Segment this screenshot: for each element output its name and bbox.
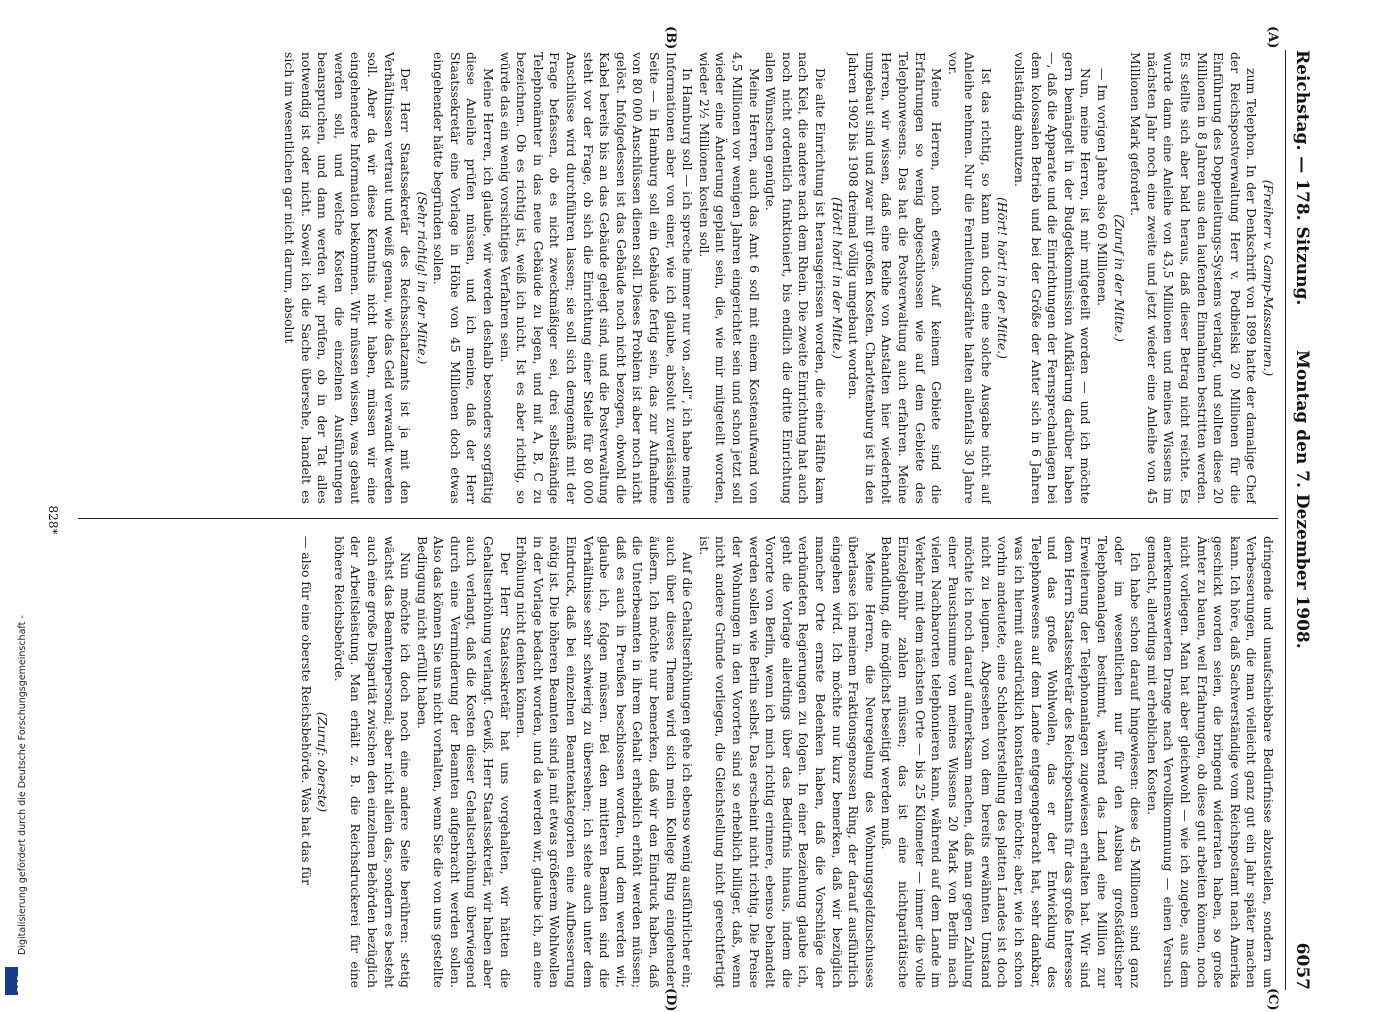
header-session: Reichstag. — 178. Sitzung.	[1292, 50, 1312, 306]
paragraph: Meine Herren, auch das Amt 6 soll mit einem Kostenaufwand von 4,5 Millionen vor wenigen Jahren eingerichtet sein und schon jetzt soll wieder eine Änderung geplant sein, die, wie mir mitgeteilt worden, wieder 2½ Millionen kosten soll.	[696, 52, 762, 504]
paragraph: dringende und unaufschiebbare Bedürfnisse abzustellen, sondern um Verbesserungen, die man vielleicht ganz gut ein Jahr später machen kann. Ich höre, daß Sachverständige vom Reichspostamt nach Amerika geschickt worden seien, die bringend widerraten haben, so große Ämter zu bauen, weil Erfahrungen, ob diese gut arbeiten können, noch nicht vorliegen. Man hat aber gleichwohl — wie ich zugebe, aus dem anerkennenswerten Drange nach Vervollkommnung — einen Versuch gemacht, allerdings mit erheblichen Kosten.	[1144, 536, 1276, 988]
interjection: (Hört! hört! in der Mitte.)	[995, 197, 1011, 359]
right-column	[76, 536, 1276, 988]
dfg-logo-text: DFG	[16, 975, 24, 992]
paragraph: Nun, meine Herren, ist mir mitgeteilt worden — und ich möchte gern bemängelt in der Budgetkommission Aufklärung darüber haben —, daß die Apparate und die Einrichtungen der Fernsprechanlagen bei dem kolossalen Betrieb und bei der Größe der Anter sich in 6 Jahren vollständig abnutzen.	[1012, 52, 1094, 504]
interjection: (Hört! hört! in der Mitte.)	[829, 197, 845, 359]
paragraph: — also für eine oberste Reichsbehörde. Was hat das für	[298, 536, 314, 886]
paragraph: Meine Herren, noch etwas. Auf keinem Gebiete sind die Erfahrungen so wenig abgeschlossen wie auf dem Gebiete des Telephonwesens. Das hat die Postverwaltung auch erfahren. Meine Herren, wir wissen, daß eine Reihe von Anstalten hier wiederholt umgebaut sind und zwar mit großen Kosten. Charlottenburg ist in den Jahren 1902 bis 1908 dreimal völlig umgebaut worden.	[846, 52, 945, 504]
footer-credit: Digitalisierung gefördert durch die Deutsche Forschungsgemeinschaft -	[17, 615, 28, 955]
paragraph: Nun möchte ich doch noch eine andere Seite berühren: stetig wächst das Beamtenpersonal; aber nicht allein das, sondern es besteht auch eine große Disparität zwischen den einzelnen Behörden bezüglich der Arbeitsleistung. Man erhält z. B. die Reichsdruckerei für eine höhere Reichsbehörde.	[331, 536, 414, 988]
dfg-logo	[5, 967, 24, 995]
document-page	[18, 26, 1318, 1012]
paragraph: Ich habe schon darauf hingewiesen: diese 45 Millionen sind ganz oder im wesentlichen nur für den Ausbau großstädtischer Telephonanlagen bestimmt, während das Land eine Million zur Erweiterung der Telephonanlagen zugewiesen erhalten hat. Wir sind dem Herrn Staatssekretär des Reichspostamts für das große Interesse und das große Wohlwollen, das er der Entwicklung des Telephonwesens auf dem Lande entgegengebracht hat, sehr dankbar, was ich hiermit ausdrücklich konstatieren möchte; aber, wie ich schon vorhin andeutete, eine Schlechterstellung des platten Landes ist doch nicht zu leugnen. Abgesehen von dem bereits erwähnten Umstand möchte ich noch darauf aufmerksam machen, daß man gegen Zahlung einer Pauschsumme von meines Wissens 20 Mark von Berlin nach vielen Nachbarorten telephonieren kann, während auf dem Lande im Verkehr mit dem nächsten Orte — bis 25 Kilometer — immer die volle Einzelgebühr zahlen müssen; das ist eine nichtparitätische Behandlung, die möglichst beseitigt werden muß.	[879, 536, 1144, 988]
column-divider	[78, 518, 1278, 519]
margin-marker-a: (A)	[1265, 26, 1280, 49]
paragraph: Der Herr Staatssekretär hat uns vorgehalten, wir hätten die Gehaltserhöhung verlangt. Gewiß, Herr Staatssekretär, wir haben aber auch verlangt, daß die Kosten dieser Gehaltserhöhung überwiegend durch eine Verminderung der Beamten aufgebracht werden sollen. Also das können Sie uns nicht vorhalten, wenn Sie die von uns gestellte Bedingung nicht erfüllt haben.	[414, 536, 513, 988]
paragraph: Die alte Einrichtung ist herausgerissen worden, die eine Hälfte kam nach Kiel, die andere nach dem Rhein. Die zweite Einrichtung hat auch noch nicht ordentlich funktioniert, bis endlich die dritte Einrichtung allen Wünschen genügte.	[763, 52, 828, 504]
paragraph: Meine Herren, ich glaube, wir werden deshalb besonders sorgfältig diese Anleihe prüfen müssen, und ich meine, daß der Herr Staatssekretär eine Vorlage in Höhe von 45 Millionen doch etwas eingehender hätte begründen sollen.	[431, 52, 497, 504]
paragraph: Auf die Gehaltserhöhungen gehe ich ebenso wenig ausführlicher ein; auch über dieses Thema wird sich mein Kollege Ring eingehender äußern. Ich möchte nur bemerken, daß wir den Eindruck haben, daß die Unterbeamten in ihrem Gehalt erheblich erhöht werden müssen; daß es auch in Preußen beschlossen worden, und dem werden wir, glaube ich, folgen müssen. Bei den mittleren Beamten sind die Verhältnisse sehr schwierig zu übersehen; ich stehe auch unter dem Eindruck, daß bei einzelnen Beamtenkategorien eine Aufbesserung nötig ist. Die höheren Beamten sind ja mit etwas größerem Wohlwollen in der Vorlage bedacht worden, und da werden wir, glaube ich, an eine Erhöhung nicht denken können.	[514, 536, 696, 988]
page-folio: 828*	[46, 505, 60, 535]
left-column	[76, 52, 1276, 504]
interjection: (Sehr richtig! in der Mitte.)	[414, 191, 430, 365]
margin-marker-b: (B)	[663, 26, 678, 50]
paragraph: Ist das richtig, so kann man doch eine solche Ausgabe nicht auf Anleihe nehmen. Nur die Fernleitungsdrähte halten allenfalls 30 Jahre vor.	[945, 52, 994, 504]
paragraph: Der Herr Staatssekretär des Reichsschatzamts ist ja mit den Verhältnissen vertraut und weiß genau, wie das Geld verwandt werden soll. Aber da wir diese Kenntnis nicht haben, müssen wir eine eingehendere Information bekommen. Wir müssen wissen, was gebaut werden soll, und welche Kosten die einzelnen Ausführungen beanspruchen, und dann werden wir prüfen, ob in der Tat alles notwendig ist oder nicht. Soweit ich die Sache übersehe, handelt es sich im wesentlichen gar nicht darum, absolut	[281, 52, 414, 504]
interjection: (Zuruf in der Mitte.)	[1111, 214, 1127, 342]
interjection: (Zuruf: oberste)	[315, 711, 331, 813]
header-date: Montag den 7. Dezember 1908.	[1292, 350, 1312, 649]
interjection: (Freiherr v. Gamp-Massaunen.)	[1261, 179, 1276, 377]
margin-marker-c: (C)	[1265, 988, 1280, 1011]
paragraph: — Im vorigen Jahre also 60 Millionen.	[1095, 68, 1111, 307]
paragraph: In Hamburg soll — ich spreche immer nur von „soll“, ich habe meine Informationen aber von einer, wie ich glaube, absolut zuverlässigen Seite — in Hamburg soll ein Gebäude fertig sein, das zur Aufnahme von 80 000 Anschlüssen dienen soll. Dieses Problem ist aber noch nicht gelöst. Infolgedessen ist das Gebäude noch nicht bezogen, obwohl die Kabel bereits bis an das Gebäude gelegt sind, und die Postverwaltung steht vor der Frage, ob sich die Einrichtung einer Stelle für 80 000 Anschlüsse wird durchführen lassen; sie soll sich demgemäß mit der Frage befassen, ob es nicht zweckmäßiger sei, drei selbständige Telephonämter in das neue Gebäude zu legen, und mit A, B, C zu bezeichnen. Ob es richtig ist, weiß ich nicht. Ist es aber richtig, so würde das ein wenig vorsichtiges Verfahren sein.	[497, 52, 696, 504]
digitization-footer	[5, 15, 28, 995]
header-page-number: 6057	[1292, 942, 1312, 990]
margin-marker-d: (D)	[663, 988, 678, 1012]
paragraph: Meine Herren, die Neuregelung des Wohnungsgeldzuschusses überlasse ich meinem Fraktionsgenossen Ring, der darauf ausführlich eingehen wird. Ich möchte nur kurz bemerken, daß wir bezüglich mancher Orte ernste Bedenken haben, daß die Vorschläge der verbündeten Regierungen zu folgen. In einer Beziehung glaube ich, geht die Vorlage allerdings über das Bedürfnis hinaus, indem die Vororte von Berlin, wenn ich mich richtig erinnere, ebenso behandelt werden sollen wie Berlin selbst. Das erscheint nicht richtig. Die Preise der Wohnungen in den Vororten sind so erheblich billiger, daß, wenn nicht andere Gründe vorliegen, die Gleichstellung nicht gerechtfertigt ist.	[696, 536, 878, 988]
page-header	[1285, 50, 1318, 990]
paragraph: zum Telephon. In der Denkschrift von 1899 hatte der damalige Chef der Reichspostverwaltung Herr v. Podbielski 20 Millionen für die Einführung des Doppelleitungs-Systems verlangt, und sollten diese 20 Millionen in 8 Jahren aus den laufenden Einnahmen bestritten werden. Es stellte sich aber bald heraus, daß dieser Betrag nicht reichte. Es wurde dann eine Anleihe von 43,5 Millionen und meines Wissens im nächsten Jahr noch eine zweite und jetzt wieder eine Anleihe von 45 Millionen Mark gefordert.	[1128, 52, 1260, 504]
